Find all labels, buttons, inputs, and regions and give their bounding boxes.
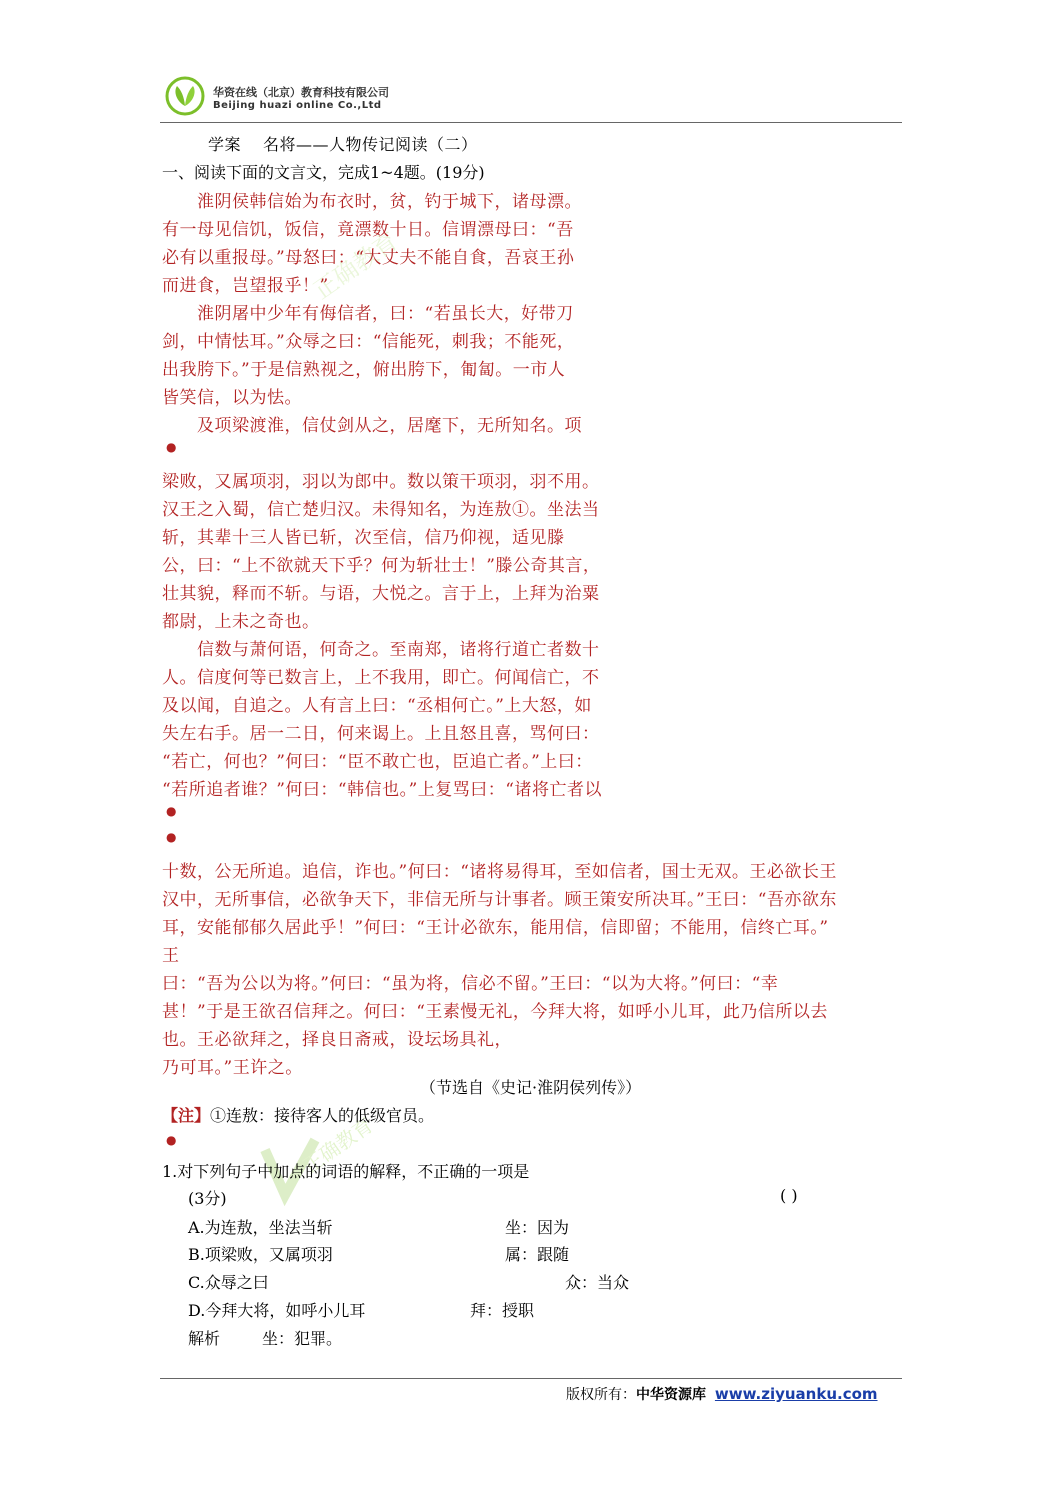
svg-text:正确教育: 正确教育 bbox=[298, 1112, 378, 1179]
passage-line: 王 bbox=[162, 946, 180, 966]
option-b-gloss: 属：跟随 bbox=[505, 1245, 570, 1264]
passage-line: 壮其貌，释而不斩。与语，大悦之。言于上，上拜为治粟 bbox=[162, 584, 600, 604]
company-logo bbox=[165, 76, 205, 116]
passage-line: “若亡，何也？”何曰：“臣不敢亡也，臣追亡者。”上曰： bbox=[162, 752, 593, 772]
passage-line: 都尉，上未之奇也。 bbox=[162, 612, 320, 632]
passage-line: 出我胯下。”于是信熟视之，俯出胯下，匍匐。一市人 bbox=[162, 360, 566, 380]
passage-line: 及以闻，自追之。人有言上曰：“丞相何亡。”上大怒，如 bbox=[162, 696, 592, 716]
option-a-gloss: 坐：因为 bbox=[505, 1218, 570, 1237]
option-c-gloss: 众：当众 bbox=[565, 1273, 630, 1292]
site-link[interactable]: www.ziyuanku.com bbox=[714, 1385, 878, 1403]
passage-line: 剑，中情怯耳。”众辱之曰：“信能死，刺我；不能死， bbox=[162, 332, 575, 352]
option-d: D.今拜大将，如呼小儿耳 bbox=[188, 1301, 366, 1320]
svg-text:正确教育: 正确教育 bbox=[308, 226, 404, 305]
passage-line: 公，曰：“上不欲就天下乎？何为斩壮士！”滕公奇其言， bbox=[162, 556, 601, 576]
question-stem: 1.对下列句子中加点的词语的解释，不正确的一项是 bbox=[162, 1162, 530, 1181]
passage-line: 有一母见信饥，饭信，竟漂数十日。信谓漂母曰：“吾 bbox=[162, 220, 574, 240]
passage-line: 耳，安能郁郁久居此乎！”何曰：“王计必欲东，能用信，信即留；不能用，信终亡耳。” bbox=[162, 918, 829, 938]
passage-source: （节选自《史记·淮阴侯列传》） bbox=[420, 1078, 642, 1097]
passage-line: 也。王必欲拜之，择良日斋戒，设坛场具礼， bbox=[162, 1030, 512, 1050]
passage-line: 甚！”于是王欲召信拜之。何曰：“王素慢无礼，今拜大将，如呼小儿耳，此乃信所以去 bbox=[162, 1002, 828, 1022]
passage-line: 失左右手。居一二日，何来谒上。上且怒且喜，骂何曰： bbox=[162, 724, 600, 744]
emphasis-dot: ● bbox=[166, 830, 177, 844]
emphasis-dot: ● bbox=[166, 804, 177, 818]
analysis-label: 解析 bbox=[188, 1329, 221, 1348]
footnote: 【注】①连敖：接待客人的低级官员。 bbox=[162, 1106, 435, 1125]
passage-line: 淮阴屠中少年有侮信者，曰：“若虽长大，好带刀 bbox=[197, 304, 574, 324]
passage-line: 乃可耳。”王许之。 bbox=[162, 1058, 303, 1078]
passage-line: 梁败，又属项羽，羽以为郎中。数以策干项羽，羽不用。 bbox=[162, 472, 600, 492]
copyright-brand: 中华资源库 bbox=[636, 1387, 706, 1403]
passage-line: 淮阴侯韩信始为布衣时，贫，钓于城下，诸母漂。 bbox=[197, 192, 582, 212]
passage-line: 斩，其辈十三人皆已斩，次至信，信乃仰视，适见滕 bbox=[162, 528, 565, 548]
option-c: C.众辱之曰 bbox=[188, 1273, 269, 1292]
header-divider bbox=[160, 122, 902, 123]
section-heading: 一、阅读下面的文言文，完成1~4题。(19分) bbox=[162, 163, 485, 182]
company-name-en: Beijing huazi online Co.,Ltd bbox=[213, 100, 382, 111]
company-name-cn: 华资在线（北京）教育科技有限公司 bbox=[213, 86, 389, 99]
option-a: A.为连敖，坐法当斩 bbox=[188, 1218, 333, 1237]
page-title: 学案 名将——人物传记阅读（二） bbox=[208, 135, 478, 154]
analysis-text: 坐：犯罪。 bbox=[262, 1329, 343, 1348]
passage-line: 曰：“吾为公以为将。”何曰：“虽为将，信必不留。”王曰：“以为大将。”何曰：“幸 bbox=[162, 974, 779, 994]
emphasis-dot: ● bbox=[166, 1133, 177, 1147]
passage-line: 汉中，无所事信，必欲争天下，非信无所与计事者。顾王策安所决耳。”王曰：“吾亦欲东 bbox=[162, 890, 837, 910]
passage-line: 必有以重报母。”母怒曰：“大丈夫不能自食，吾哀王孙 bbox=[162, 248, 575, 268]
copyright-label: 版权所有： bbox=[566, 1387, 636, 1403]
passage-line: 信数与萧何语，何奇之。至南郑，诸将行道亡者数十 bbox=[197, 640, 600, 660]
option-b: B.项梁败，又属项羽 bbox=[188, 1245, 333, 1264]
emphasis-dot: ● bbox=[166, 440, 177, 454]
passage-line: 人。信度何等已数言上，上不我用，即亡。何闻信亡，不 bbox=[162, 668, 600, 688]
passage-line: “若所追者谁？”何曰：“韩信也。”上复骂曰：“诸将亡者以 bbox=[162, 780, 602, 800]
passage-line: 汉王之入蜀，信亡楚归汉。未得知名，为连敖①。坐法当 bbox=[162, 500, 600, 520]
copyright bbox=[566, 1384, 878, 1404]
passage-line: 十数，公无所追。追信，诈也。”何曰：“诸将易得耳，至如信者，国士无双。王必欲长王 bbox=[162, 862, 837, 882]
footer-divider bbox=[160, 1378, 902, 1379]
passage-line: 及项梁渡淮，信仗剑从之，居麾下，无所知名。项 bbox=[197, 416, 582, 436]
question-score: (3分) bbox=[188, 1189, 227, 1208]
passage-line: 皆笑信，以为怯。 bbox=[162, 388, 302, 408]
option-d-gloss: 拜：授职 bbox=[470, 1301, 535, 1320]
answer-blank: ( ) bbox=[780, 1186, 798, 1205]
passage-line: 而进食，岂望报乎！” bbox=[162, 276, 329, 296]
